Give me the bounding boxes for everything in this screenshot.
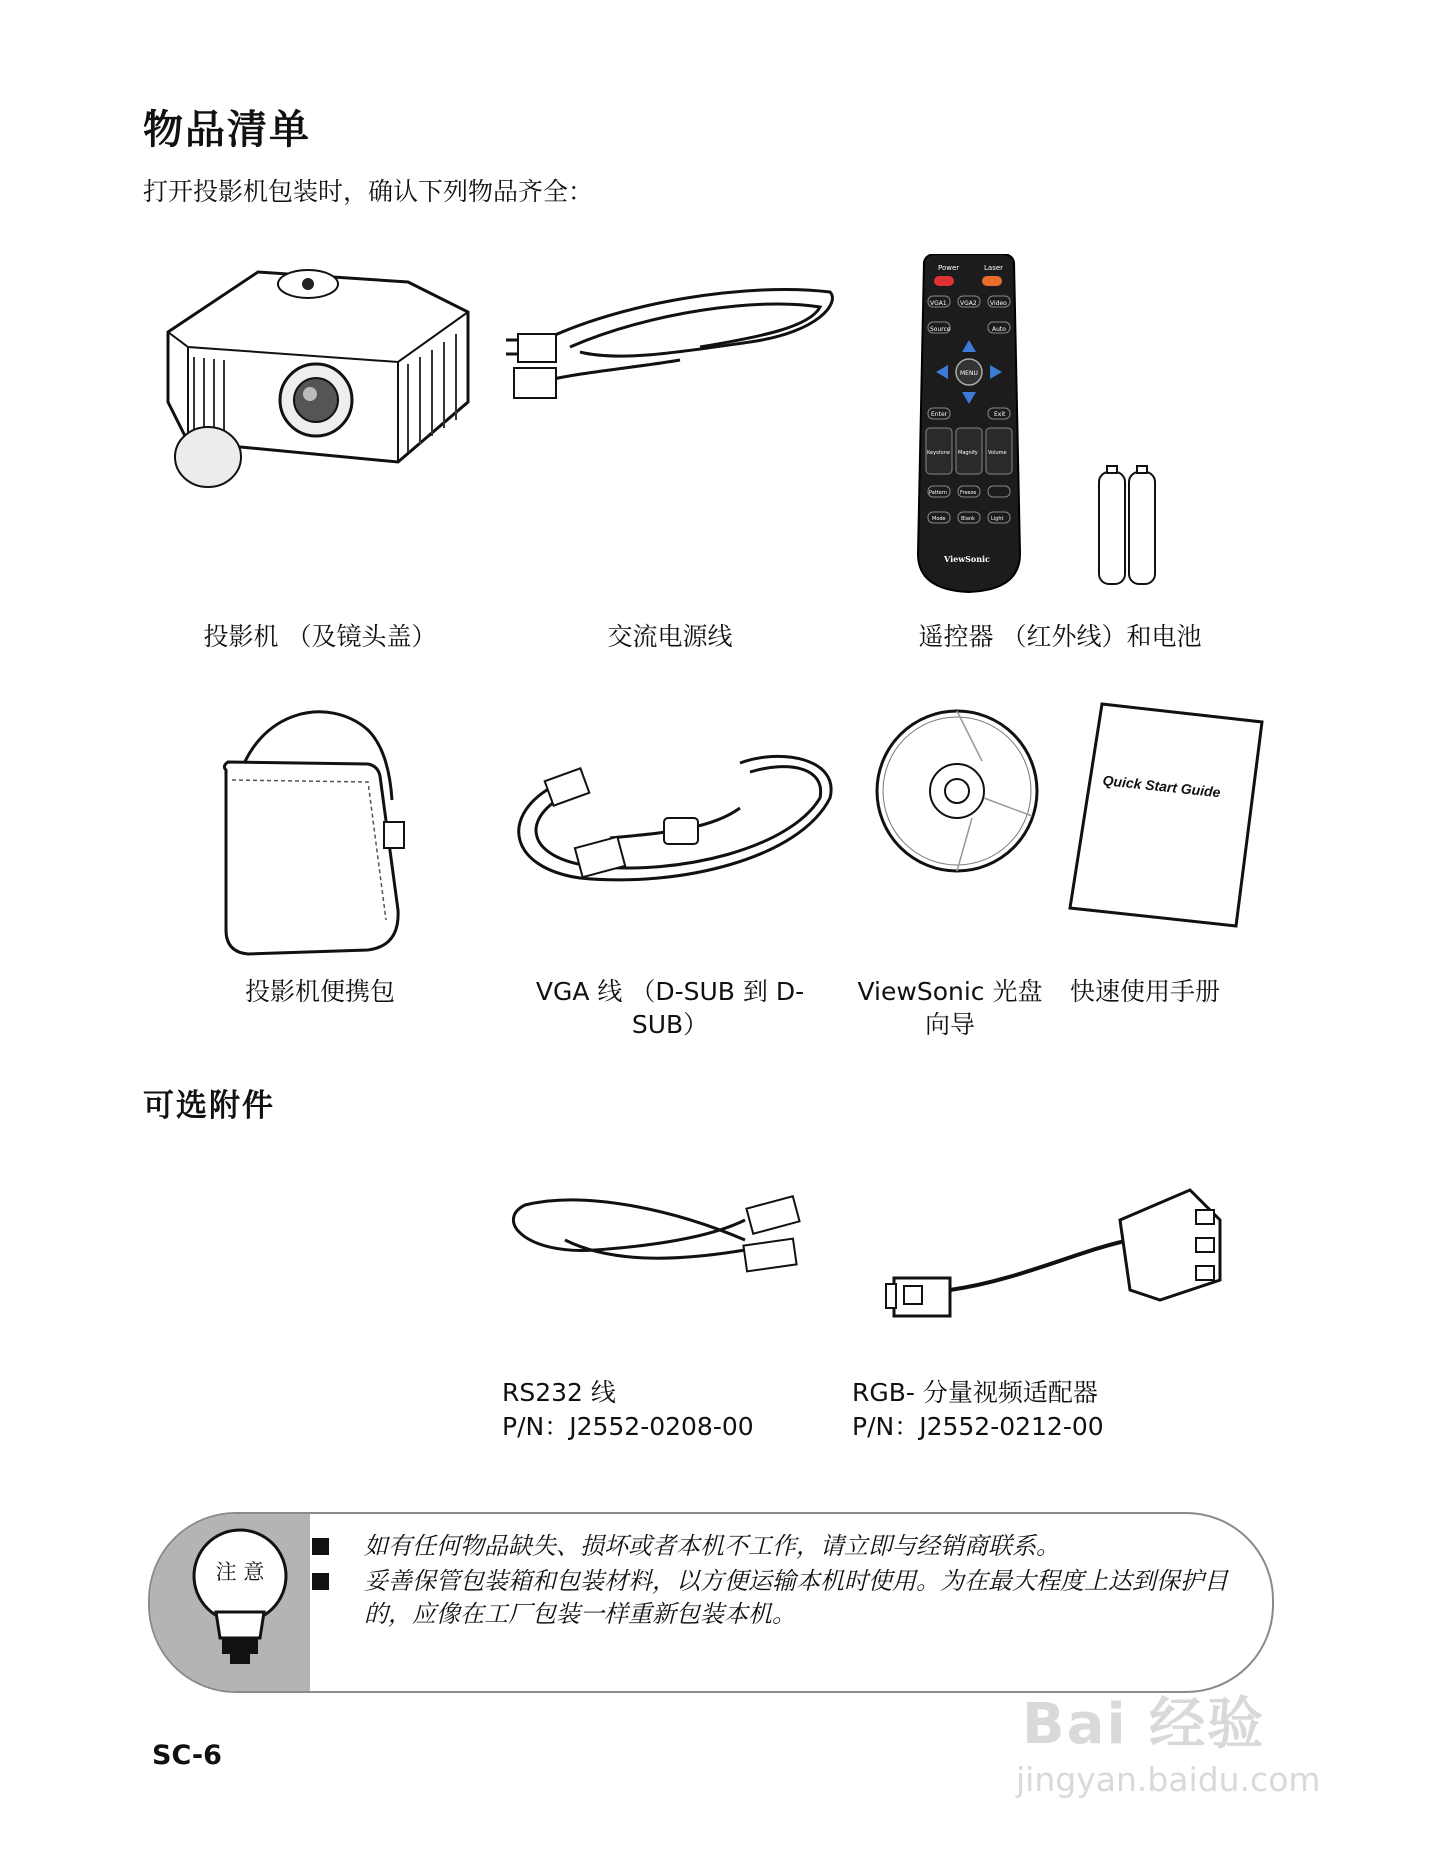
adapter-name: RGB- 分量视频适配器 <box>852 1378 1098 1407</box>
remote-control-illustration <box>916 254 1022 594</box>
remote-brand-label: ViewSonic <box>944 554 990 564</box>
vga-cable-illustration <box>500 738 840 908</box>
remote-magnify-label: Magnify <box>958 450 978 456</box>
remote-vga1-label: VGA1 <box>930 300 947 307</box>
remote-keystone-label: Keystone <box>927 450 950 456</box>
remote-laser-label: Laser <box>984 264 1004 272</box>
item-label-vga-cable: VGA 线 （D-SUB 到 D-SUB） <box>535 977 805 1039</box>
item-label-manual: 快速使用手册 <box>1069 977 1220 1006</box>
page-title: 物品清单 <box>143 107 311 153</box>
item-label-power-cord: 交流电源线 <box>607 622 733 651</box>
watermark-url: jingyan.baidu.com <box>1016 1760 1321 1799</box>
note-box <box>148 1512 1274 1693</box>
carrying-case-illustration <box>218 700 418 960</box>
note-list <box>312 1530 1232 1633</box>
remote-pattern-label: Pattern <box>929 490 947 496</box>
manual-cover-title: Quick Start Guide <box>1101 772 1222 801</box>
remote-laser-button[interactable] <box>982 276 1002 286</box>
bullet-icon <box>312 1573 329 1590</box>
note-text: 妥善保管包装箱和包装材料，以方便运输本机时使用。为在最大程度上达到保护目的，应像在工厂包装一样重新包装本机。 <box>364 1567 1228 1628</box>
rs232-name: RS232 线 <box>502 1378 616 1407</box>
remote-light-label: Light <box>991 516 1004 522</box>
remote-blank-label: Blank <box>961 516 975 522</box>
cd-illustration <box>872 706 1042 876</box>
remote-enter-label: Enter <box>931 411 948 418</box>
bullet-icon <box>312 1538 329 1555</box>
remote-volume-label: Volume <box>988 450 1007 456</box>
page-number: SC-6 <box>152 1740 222 1771</box>
remote-power-button[interactable] <box>934 276 954 286</box>
note-item <box>312 1565 1232 1631</box>
lightbulb-icon <box>150 1514 310 1691</box>
watermark-logo: Bai 经验 <box>1022 1692 1266 1757</box>
item-label-projector: 投影机 （及镜头盖） <box>203 622 437 651</box>
adapter-part-number: P/N：J2552-0212-00 <box>852 1412 1104 1441</box>
remote-exit-label: Exit <box>994 411 1006 418</box>
manual-illustration <box>1060 700 1270 930</box>
remote-menu-label: MENU <box>960 370 978 377</box>
rs232-part-number: P/N：J2552-0208-00 <box>502 1412 754 1441</box>
batteries-illustration <box>1096 464 1160 588</box>
note-badge-label: 注 意 <box>215 1560 265 1584</box>
optional-section-title: 可选附件 <box>143 1088 275 1124</box>
intro-text: 打开投影机包装时，确认下列物品齐全： <box>143 177 594 206</box>
note-sidebar <box>150 1514 310 1691</box>
rs232-cable-illustration <box>505 1180 835 1290</box>
remote-auto-label: Auto <box>992 326 1006 333</box>
remote-vga2-label: VGA2 <box>960 300 977 307</box>
remote-source-label: Source <box>930 326 951 333</box>
component-adapter-illustration <box>880 1180 1230 1340</box>
remote-mode-label: Mode <box>932 516 946 522</box>
remote-power-label: Power <box>938 264 960 272</box>
note-item <box>312 1530 1232 1563</box>
remote-freeze-label: Freeze <box>960 490 977 496</box>
item-label-carrying-case: 投影机便携包 <box>244 977 395 1006</box>
note-text: 如有任何物品缺失、损坏或者本机不工作，请立即与经销商联系。 <box>364 1532 1060 1560</box>
power-cord-illustration <box>500 272 845 412</box>
item-label-cd: ViewSonic 光盘 向导 <box>857 977 1043 1039</box>
item-label-remote: 遥控器 （红外线）和电池 <box>918 622 1202 651</box>
projector-illustration <box>158 252 478 502</box>
remote-video-label: Video <box>990 300 1007 307</box>
